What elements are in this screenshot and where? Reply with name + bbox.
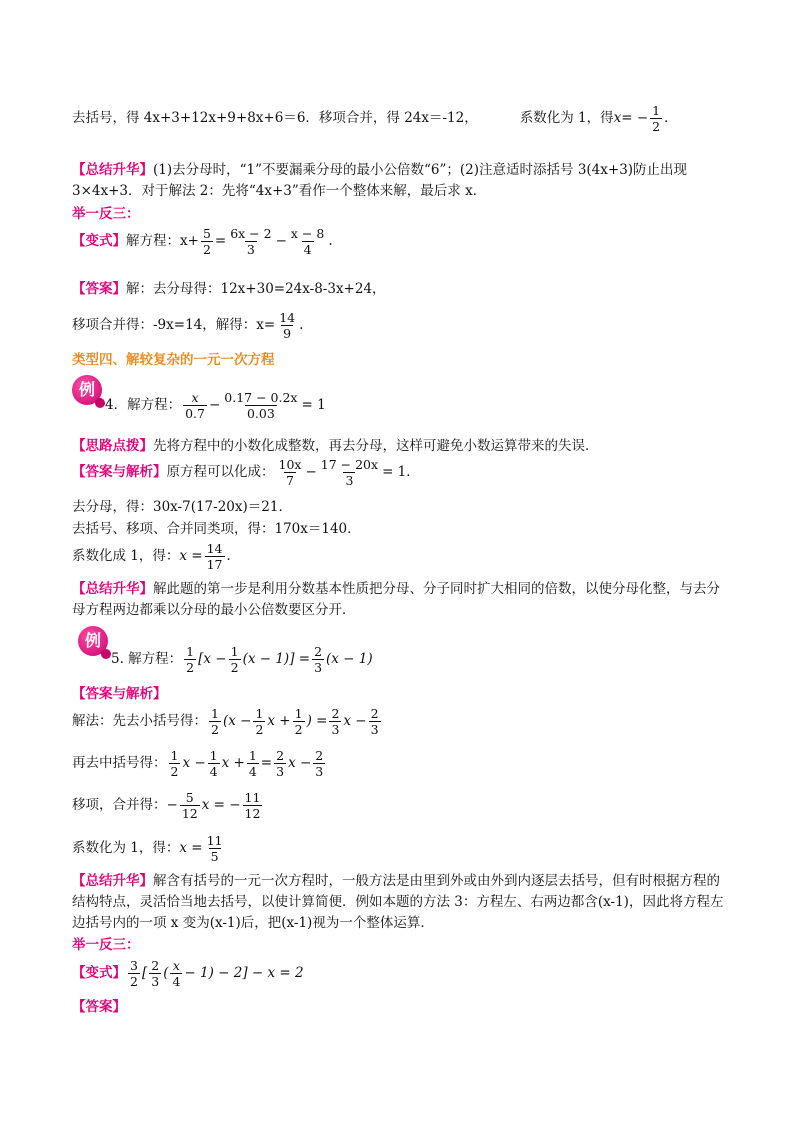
example-5 xyxy=(111,644,724,675)
expr: (x − 1)] = xyxy=(242,651,311,667)
variant-tag: 【变式】 xyxy=(72,233,126,249)
period: . xyxy=(328,233,333,249)
answer-tag: 【答案】 xyxy=(72,281,126,297)
rhs: = 1． xyxy=(382,464,420,480)
fraction: $\frac{2}{3}$ xyxy=(370,706,379,737)
fraction: $\frac{1}{4}$ xyxy=(209,748,218,779)
answer-analysis-tag: 【答案与解析】 xyxy=(72,686,167,702)
expr: x + xyxy=(221,755,245,771)
fraction: $\frac{2}{3}$ xyxy=(314,644,323,675)
fraction: $\frac{2}{3}$ xyxy=(276,748,285,779)
example-badge: 例 xyxy=(72,375,102,405)
step-pre: 再去中括号得： xyxy=(72,755,167,771)
expr: (x − 1) xyxy=(326,651,373,667)
fraction: $\frac{1}{2}$ xyxy=(652,103,661,134)
hint-tag: 【思路点拨】 xyxy=(72,438,153,454)
fraction: $\frac{x - 8}{4}$ xyxy=(290,226,325,257)
expr: ) = xyxy=(306,713,328,729)
step-2 xyxy=(72,748,724,779)
answer-tag: 【答案】 xyxy=(72,999,126,1015)
fraction: $\frac{1}{2}$ xyxy=(294,706,303,737)
fraction: 2 3 xyxy=(151,958,160,989)
fraction: $\frac{5}{12}$ xyxy=(181,790,198,821)
fraction: 3 2 xyxy=(130,958,138,989)
expr: x − xyxy=(182,755,206,771)
expr: = xyxy=(260,755,273,771)
answer-4d xyxy=(72,541,724,572)
answer-pre: 系数化成 1，得： xyxy=(72,548,180,564)
answer-pre: 移项合并得：-9x=14，解得：x= xyxy=(72,317,276,333)
answer-4 xyxy=(72,457,724,488)
expr: − xyxy=(166,797,178,813)
variant-1 xyxy=(72,226,724,257)
fraction: $\frac{14}{9}$ xyxy=(279,310,296,341)
step-pre: 移项，合并得： xyxy=(72,797,167,813)
summary-text: 解含有括号的一元一次方程时，一般方法是由里到外或由外到内逐层去括号，但有时根据方程的结构特点，灵活恰当地去括号，以使计算简便．例如本题的方法 3：方程左、右两边都含(x-1)，因此将方程左边括号内的一项 x 变为(x-1)后，把(x-1)视为一个整体运算． xyxy=(72,873,724,931)
rhs: = 1 xyxy=(301,397,326,413)
fraction: $\frac{17 - 20x}{3}$ xyxy=(320,457,379,488)
equals-minus: = − xyxy=(621,110,649,126)
answer-1 xyxy=(72,279,724,300)
expr: (x − xyxy=(222,713,252,729)
step-pre: 系数化为 1，得： xyxy=(72,840,180,856)
period: . xyxy=(299,317,304,333)
variant-2 xyxy=(72,958,724,989)
summary-1 xyxy=(72,160,724,202)
summary-tag: 【总结升华】 xyxy=(72,873,153,889)
expr: [x − xyxy=(198,651,227,667)
answer-analysis-tag: 【答案与解析】 xyxy=(72,464,167,480)
fraction: $\frac{0.17 - 0.2x}{0.03}$ xyxy=(224,390,298,421)
example-pre: 4．解方程： xyxy=(105,397,182,413)
fraction: $\frac{1}{2}$ xyxy=(230,644,239,675)
fraction: x 0.7 xyxy=(185,390,205,421)
summary-text: (1)去分母时，“1”不要漏乘分母的最小公倍数“6”；(2)注意适时添括号 3(4x+3)防止出现 3×4x+3．对于解法 2：先将“4x+3”看作一个整体来解，最后求 x． xyxy=(72,162,688,199)
step-pre: 解法：先去小括号得： xyxy=(72,713,207,729)
line-solution-tail xyxy=(72,103,724,134)
step-1 xyxy=(72,706,724,737)
minus: − xyxy=(305,464,317,480)
var-x: x = xyxy=(179,548,203,564)
fraction: $\frac{2}{3}$ xyxy=(315,748,324,779)
fraction: 1 2 xyxy=(170,748,179,779)
line1-text: 去括号，得 4x+3+12x+9+8x+6＝6．移项合并，得 24x＝-12， xyxy=(72,110,478,126)
hint-text: 先将方程中的小数化成整数，再去分母，这样可避免小数运算带来的失误． xyxy=(153,438,599,454)
practice-heading-2: 举一反三： xyxy=(72,937,140,953)
summary-4 xyxy=(72,579,724,621)
fraction: $\frac{6x - 2}{3}$ xyxy=(230,226,272,257)
fraction: $\frac{1}{4}$ xyxy=(248,748,257,779)
fraction: $\frac{11}{5}$ xyxy=(206,833,223,864)
example-pre: 5. 解方程： xyxy=(111,651,183,667)
section-heading-4: 类型四、解较复杂的一元一次方程 xyxy=(72,352,275,368)
variant-pre: 解方程：x+ xyxy=(126,233,199,249)
answer-pre: 原方程可以化成： xyxy=(166,464,275,480)
hint-4 xyxy=(72,436,724,457)
line1-tail: 系数化为 1，得 xyxy=(519,110,614,126)
equals: = xyxy=(214,233,227,249)
step-4 xyxy=(72,833,724,864)
minus: − xyxy=(208,397,221,413)
var-x: x xyxy=(613,110,622,126)
answer-1b xyxy=(72,310,724,341)
summary-tag: 【总结升华】 xyxy=(72,581,153,597)
summary-text: 解此题的第一步是利用分数基本性质把分母、分子同时扩大相同的倍数，以使分母化整，与去分母方程两边都乘以分母的最小公倍数要区分开． xyxy=(72,581,720,618)
summary-5 xyxy=(72,871,724,934)
expr: x − xyxy=(288,755,312,771)
answer-text: 解：去分母得：12x+30=24x-8-3x+24， xyxy=(126,281,386,297)
step-3 xyxy=(72,790,724,821)
summary-tag: 【总结升华】 xyxy=(72,162,153,178)
fraction: $\frac{1}{2}$ xyxy=(255,706,264,737)
expr: − 1) − 2] − x = 2 xyxy=(184,965,304,981)
fraction: $\frac{2}{3}$ xyxy=(331,706,340,737)
fraction: 1 2 xyxy=(211,706,219,737)
minus: − xyxy=(275,233,287,249)
example-badge: 例 xyxy=(78,626,108,656)
example-4 xyxy=(105,390,724,421)
answer-4b: 去分母，得：30x-7(17-20x)＝21． xyxy=(72,499,292,515)
expr: x = − xyxy=(201,797,241,813)
fraction: $\frac{11}{12}$ xyxy=(244,790,261,821)
period: ． xyxy=(664,110,678,126)
fraction: $\frac{5}{2}$ xyxy=(202,226,211,257)
practice-heading-1: 举一反三： xyxy=(72,206,140,222)
variant-tag: 【变式】 xyxy=(72,965,126,981)
fraction: $\frac{14}{17}$ xyxy=(206,541,223,572)
expr: x = xyxy=(179,840,203,856)
answer-4c: 去括号、移项、合并同类项，得：170x＝140． xyxy=(72,521,361,537)
fraction: 1 2 xyxy=(186,644,195,675)
expr: [ xyxy=(141,965,148,981)
fraction: 10x 7 xyxy=(278,457,302,488)
period: ． xyxy=(226,548,241,564)
fraction: x 4 xyxy=(172,958,181,989)
expr: x − xyxy=(343,713,367,729)
expr: ( xyxy=(163,965,169,981)
expr: x + xyxy=(267,713,291,729)
